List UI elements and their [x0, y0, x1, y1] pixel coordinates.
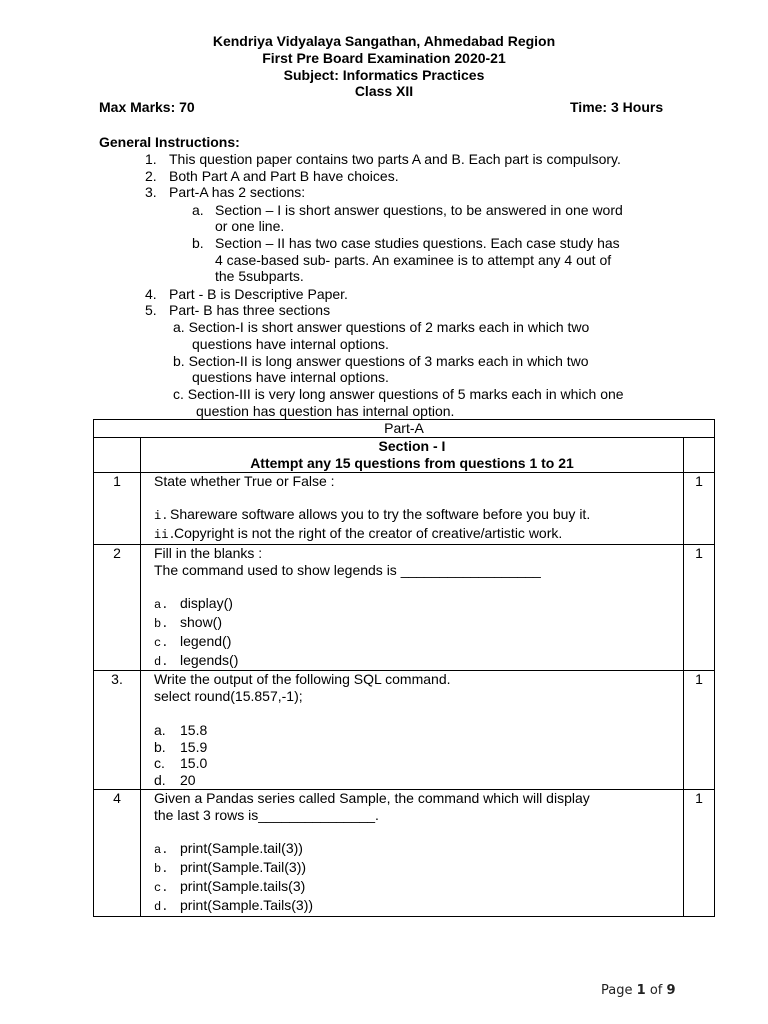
current-page: 1 [636, 983, 646, 998]
question-text: select round(15.857,-1); [154, 688, 303, 705]
question-marks: 1 [684, 671, 715, 790]
instruction-number: 1. [145, 151, 157, 167]
instruction-number: 4. [145, 286, 157, 302]
section-header-row [94, 438, 715, 473]
question-number: 1 [94, 472, 141, 544]
class-title: Class XII [354, 83, 414, 99]
instruction-subitem: b. Section-II is long answer questions of 3 marks each in which two [173, 353, 589, 369]
question-text: Fill in the blanks : [154, 544, 263, 561]
instruction-subitem: questions have internal options. [192, 369, 389, 385]
time-allowed: Time: 3 Hours [570, 99, 664, 115]
answer-option: a. display() [154, 595, 233, 613]
answer-option: c. legend() [154, 632, 232, 650]
instruction-subitem: Section – II has two case studies questions. Each case study has [215, 235, 620, 251]
answer-option: c. print(Sample.tails(3) [154, 877, 306, 895]
instruction-subnumber: b. [192, 235, 204, 251]
exam-title: First Pre Board Examination 2020-21 [262, 50, 506, 66]
answer-option: d. print(Sample.Tails(3)) [154, 896, 314, 914]
question-text: The command used to show legends is __________________ [154, 561, 541, 578]
answer-option: a. print(Sample.tail(3)) [154, 840, 303, 858]
instruction-subitem: or one line. [215, 218, 285, 234]
section-note: Attempt any 15 questions from questions 1 to 21 [250, 454, 574, 471]
instruction-subnumber: a. [192, 202, 204, 218]
question-marks: 1 [684, 472, 715, 544]
answer-option: c. 15.0 [154, 755, 208, 772]
answer-option: b. print(Sample.Tail(3)) [154, 859, 307, 877]
instruction-item: Part - B is Descriptive Paper. [169, 286, 348, 302]
instruction-subitem: the 5subparts. [215, 268, 304, 284]
statement-item: i. Shareware software allows you to try the software before you buy it. [154, 506, 591, 524]
answer-option: d. legends() [154, 651, 239, 669]
question-number: 4 [94, 789, 141, 916]
max-marks: Max Marks: 70 [99, 99, 195, 115]
question-text: State whether True or False : [154, 472, 335, 489]
answer-option: b. show() [154, 613, 223, 631]
part-a-label: Part-A [94, 420, 715, 438]
instruction-item: Part-A has 2 sections: [169, 184, 306, 200]
answer-option: b. 15.9 [154, 738, 208, 755]
section-title: Section - I [378, 438, 446, 454]
question-row [94, 789, 715, 916]
statement-item: ii.Copyright is not the right of the creator of creative/artistic work. [154, 524, 563, 542]
instruction-number: 5. [145, 302, 157, 318]
answer-option: a. 15.8 [154, 721, 208, 738]
question-number: 2 [94, 544, 141, 671]
instruction-item: This question paper contains two parts A and B. Each part is compulsory. [169, 151, 621, 167]
subject-title: Subject: Informatics Practices [283, 67, 485, 83]
instruction-subitem: a. Section-I is short answer questions of 2 marks each in which two [173, 319, 590, 335]
total-pages: 9 [666, 983, 676, 998]
question-number: 3. [94, 671, 141, 790]
instruction-subitem: Section – I is short answer questions, to be answered in one word [215, 202, 623, 218]
page-word: Page [601, 983, 633, 998]
instruction-subitem: c. Section-III is very long answer questions of 5 marks each in which one [173, 386, 624, 402]
instruction-item: Part- B has three sections [169, 302, 331, 318]
of-word: of [649, 983, 663, 998]
instruction-subitem: 4 case-based sub- parts. An examinee is to attempt any 4 out of [215, 252, 612, 268]
region-title: Kendriya Vidyalaya Sangathan, Ahmedabad Region [212, 33, 556, 49]
question-marks: 1 [684, 789, 715, 916]
instructions-title: General Instructions: [99, 134, 240, 150]
answer-option: d. 20 [154, 772, 196, 789]
question-row [94, 544, 715, 671]
question-text: the last 3 rows is_______________. [154, 806, 379, 823]
instruction-subitem: questions have internal options. [192, 336, 389, 352]
instruction-item: Both Part A and Part B have choices. [169, 168, 399, 184]
page-number-footer [601, 983, 676, 1000]
question-table [93, 419, 715, 917]
question-row [94, 671, 715, 790]
instruction-number: 3. [145, 184, 157, 200]
question-row [94, 472, 715, 544]
question-marks: 1 [684, 544, 715, 671]
question-text: Given a Pandas series called Sample, the command which will display [154, 789, 590, 806]
question-text: Write the output of the following SQL command. [154, 671, 451, 688]
instruction-subitem: question has question has internal option. [196, 403, 455, 419]
instruction-number: 2. [145, 168, 157, 184]
